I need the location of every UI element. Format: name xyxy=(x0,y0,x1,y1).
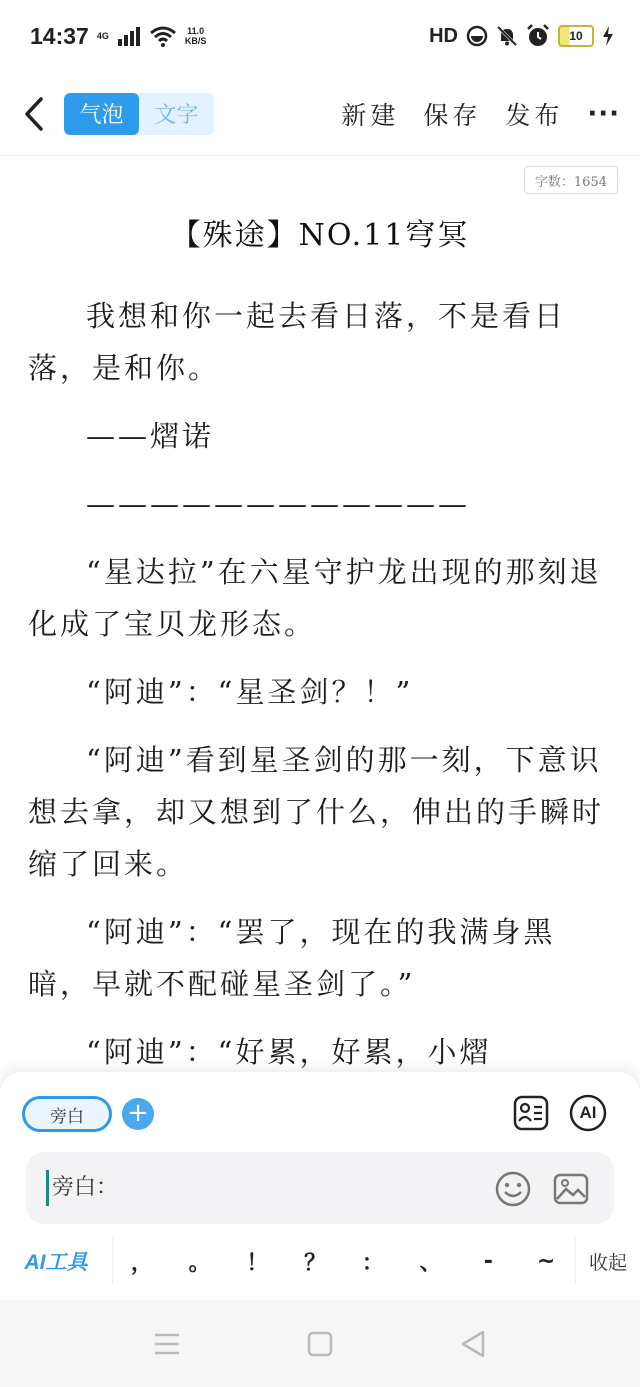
paragraph[interactable]: “阿迪”：“好累，好累，小熠 xyxy=(86,1035,492,1069)
add-role-button[interactable]: + xyxy=(122,1098,154,1130)
charging-icon xyxy=(602,26,614,46)
punct-tilde[interactable]: ~ xyxy=(536,1248,556,1274)
hd-badge: HD xyxy=(429,24,458,47)
punct-period[interactable]: 。 xyxy=(188,1250,211,1276)
image-button[interactable] xyxy=(552,1170,590,1208)
battery-indicator xyxy=(558,25,594,47)
contact-card-icon xyxy=(512,1094,550,1132)
emoji-button[interactable] xyxy=(494,1170,532,1208)
nav-back-button[interactable] xyxy=(453,1324,493,1364)
paragraph[interactable]: “阿迪”看到星圣剑的那一刻，下意识想去拿，却又想到了什么，伸出的手瞬时缩了回来。 xyxy=(28,743,605,881)
ai-tools-button[interactable]: AI工具 xyxy=(24,1251,88,1274)
role-list-button[interactable] xyxy=(512,1094,550,1132)
paragraph[interactable]: ——熠诺 xyxy=(86,419,215,453)
punctuation-list xyxy=(112,1238,575,1284)
punct-colon[interactable]: ： xyxy=(361,1250,384,1276)
back-triangle-icon xyxy=(460,1330,486,1358)
more-button[interactable]: ··· xyxy=(587,98,620,129)
battery-level: 10 xyxy=(569,29,583,43)
menu-icon xyxy=(153,1332,181,1356)
punctuation-bar xyxy=(0,1230,640,1292)
nav-home-button[interactable] xyxy=(300,1324,340,1364)
save-button[interactable]: 保存 xyxy=(423,100,482,130)
punct-exclamation[interactable]: ！ xyxy=(246,1250,269,1276)
net-speed-unit: KB/S xyxy=(184,36,207,46)
collapse-button[interactable]: 收起 xyxy=(575,1238,640,1284)
status-time: 14:37 xyxy=(30,22,89,49)
wifi-icon xyxy=(149,25,177,47)
paragraph[interactable]: 我想和你一起去看日落，不是看日落，是和你。 xyxy=(28,299,567,385)
ai-button[interactable] xyxy=(569,1094,607,1132)
back-button[interactable] xyxy=(20,94,48,134)
mode-bubble-tab[interactable]: 气泡 xyxy=(64,93,139,135)
home-square-icon xyxy=(307,1331,333,1357)
emoji-icon xyxy=(494,1170,532,1208)
mode-text-tab[interactable]: 文字 xyxy=(154,103,199,128)
status-bar xyxy=(0,0,640,72)
paragraph[interactable]: “星达拉”在六星守护龙出现的那刻退化成了宝贝龙形态。 xyxy=(28,555,602,641)
system-nav-bar xyxy=(0,1300,640,1387)
network-label: 4G xyxy=(96,31,109,41)
editor-toolbar xyxy=(0,72,640,156)
document-body[interactable] xyxy=(28,290,612,1094)
ai-button-label: AI xyxy=(579,1103,597,1122)
paragraph[interactable]: “阿迪”：“星圣剑？！” xyxy=(86,675,414,709)
net-speed-value: 11.0 xyxy=(187,26,205,36)
input-prefix: 旁白： xyxy=(52,1175,119,1200)
word-count-badge: 字数：1654 xyxy=(524,166,618,194)
mute-bell-icon xyxy=(496,25,518,47)
status-left xyxy=(30,23,206,50)
punct-question[interactable]: ？ xyxy=(304,1250,327,1276)
toolbar-actions xyxy=(341,96,620,132)
punct-enum-comma[interactable]: 、 xyxy=(419,1250,442,1276)
mode-switch xyxy=(64,93,214,135)
image-icon xyxy=(552,1170,590,1208)
alarm-icon xyxy=(526,24,550,48)
record-icon xyxy=(466,25,488,47)
dialog-input[interactable] xyxy=(26,1152,614,1224)
punct-dash[interactable]: - xyxy=(483,1248,493,1274)
paragraph[interactable]: ———————————— xyxy=(86,487,470,521)
net-speed xyxy=(185,26,207,46)
new-button[interactable]: 新建 xyxy=(341,100,400,130)
signal-icon xyxy=(117,26,141,46)
publish-button[interactable]: 发布 xyxy=(505,100,564,130)
network-type xyxy=(97,31,109,41)
nav-menu-button[interactable] xyxy=(147,1324,187,1364)
role-tag-narration[interactable]: 旁白 xyxy=(22,1096,112,1132)
text-cursor xyxy=(46,1170,49,1206)
status-right xyxy=(429,24,614,48)
document-title[interactable]: 【殊途】NO.11穹冥 xyxy=(170,218,470,253)
punct-comma[interactable]: ， xyxy=(130,1250,153,1276)
input-panel xyxy=(0,1072,640,1304)
paragraph[interactable]: “阿迪”：“罢了，现在的我满身黑暗，早就不配碰星圣剑了。” xyxy=(28,915,556,1001)
chevron-left-icon xyxy=(24,97,44,131)
